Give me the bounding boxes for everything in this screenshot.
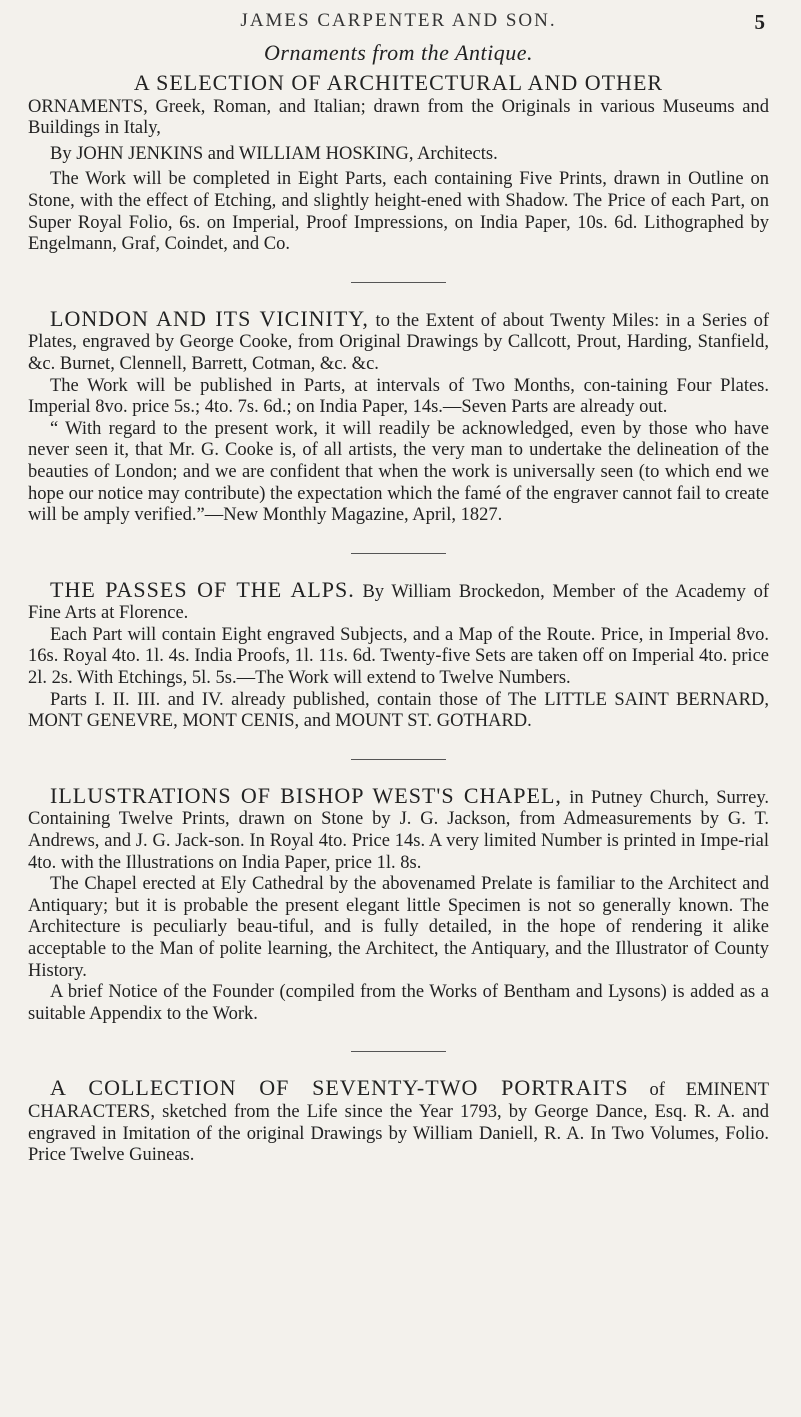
section-lead: A SELECTION OF ARCHITECTURAL AND OTHER xyxy=(133,70,664,95)
section-gothic-title: Ornaments from the Antique. xyxy=(264,40,533,65)
section-lead: THE PASSES OF THE ALPS. xyxy=(50,576,355,602)
section-lead-rest: to the Extent of about Twenty Miles: in a Series of Plates, engraved by George Cooke, from Original Drawings by Callcott, Prout, Harding, Stanfield, &c. Burnet, Clennell, Barrett, Cotman, &c. &c. xyxy=(28,310,770,374)
section-lead-rest: of EMINENT CHARACTERS, sketched from the Life since the Year 1793, by George Dance, Esq. R. A. and engraved in Imitation of the original Drawings by William Daniell, R. A. In Two Volumes, Folio. Price Twelve Guineas. xyxy=(28,1080,769,1166)
section-chapel xyxy=(28,782,769,1026)
section-paragraph: ORNAMENTS, Greek, Roman, and Italian; drawn from the Originals in various Museums and Buildings in Italy, xyxy=(28,96,769,139)
section-paragraph xyxy=(28,782,769,874)
page-number: 5 xyxy=(754,10,765,34)
section-paragraph: The Chapel erected at Ely Cathedral by the abovenamed Prelate is familiar to the Architect and Antiquary; but it is probable the present elegant little Specimen is not so generally known. The Architecture is peculiarly beau-tiful, and is fully detailed, in the hope of rendering it alike acceptable to the Man of polite learning, the Architect, the Antiquary, and the Illustrator of County History. xyxy=(28,874,769,981)
section-lead: LONDON AND ITS VICINITY, xyxy=(50,305,369,331)
section-lead: A COLLECTION OF SEVENTY-TWO PORTRAITS xyxy=(50,1075,629,1101)
section-paragraph: Parts I. II. III. and IV. already published, contain those of The LITTLE SAINT BERNARD, MONT GENEVRE, MONT CENIS, and MOUNT ST. GOTHARD. xyxy=(28,689,769,732)
section-paragraph xyxy=(28,1077,769,1166)
section-divider xyxy=(351,759,446,760)
section-paragraph: The Work will be completed in Eight Parts, each containing Five Prints, drawn in Outline on Stone, with the effect of Etching, and slightly height-ened with Shadow. The Price of each Part, on Super Royal Folio, 6s. on Imperial, Proof Impressions, on India Paper, 10s. 6d. Lithographed by Engelmann, Graf, Coindet, and Co. xyxy=(28,169,769,255)
section-paragraph xyxy=(28,305,770,376)
section-divider xyxy=(351,1051,446,1052)
section-alps xyxy=(28,576,769,733)
section-ornaments xyxy=(28,40,769,256)
section-paragraph: “ With regard to the present work, it will readily be acknowledged, even by those who have never seen it, that Mr. G. Cooke is, of all artists, the very man to undertake the delineation of the beauties of London; and we are confident that when the work is universally seen (to which end we hope our notice may contribute) the expectation which the famé of the engraver cannot fail to create will be amply verified.”—New Monthly Magazine, April, 1827. xyxy=(28,418,769,526)
section-london xyxy=(28,305,770,527)
section-lead: ILLUSTRATIONS OF BISHOP WEST'S CHAPEL, xyxy=(50,782,562,808)
section-paragraph: By JOHN JENKINS and WILLIAM HOSKING, Architects. xyxy=(50,143,498,164)
section-divider xyxy=(351,553,446,554)
section-paragraph xyxy=(28,576,769,625)
running-head xyxy=(28,0,769,40)
section-portraits xyxy=(28,1077,769,1166)
section-paragraph: The Work will be published in Parts, at intervals of Two Months, con-taining Four Plates. Imperial 8vo. price 5s.; 4to. 7s. 6d.; on India Paper, 14s.—Seven Parts are already out. xyxy=(28,375,769,418)
section-paragraph: Each Part will contain Eight engraved Subjects, and a Map of the Route. Price, in Imperial 8vo. 16s. Royal 4to. 1l. 4s. India Proofs, 1l. 11s. 6d. Twenty-five Sets are taken off on Imperial 4to. price 2l. 2s. With Etchings, 5l. 5s.—The Work will extend to Twelve Numbers. xyxy=(28,624,769,689)
section-lead-rest: in Putney Church, Surrey. Containing Twelve Prints, drawn on Stone by J. G. Jackson, from Admeasurements by G. T. Andrews, and J. G. Jack-son. In Royal 4to. Price 14s. A very limited Number is printed in Impe-rial 4to. with the Illustrations on India Paper, price 1l. 8s. xyxy=(28,787,769,873)
section-divider xyxy=(351,282,446,283)
section-paragraph: A brief Notice of the Founder (compiled from the Works of Bentham and Lysons) is added as a suitable Appendix to the Work. xyxy=(28,982,769,1024)
section-lead-rest: By William Brockedon, Member of the Academy of Fine Arts at Florence. xyxy=(28,581,769,624)
running-title: JAMES CARPENTER AND SON. xyxy=(240,10,557,31)
section-lead-line xyxy=(28,72,769,97)
